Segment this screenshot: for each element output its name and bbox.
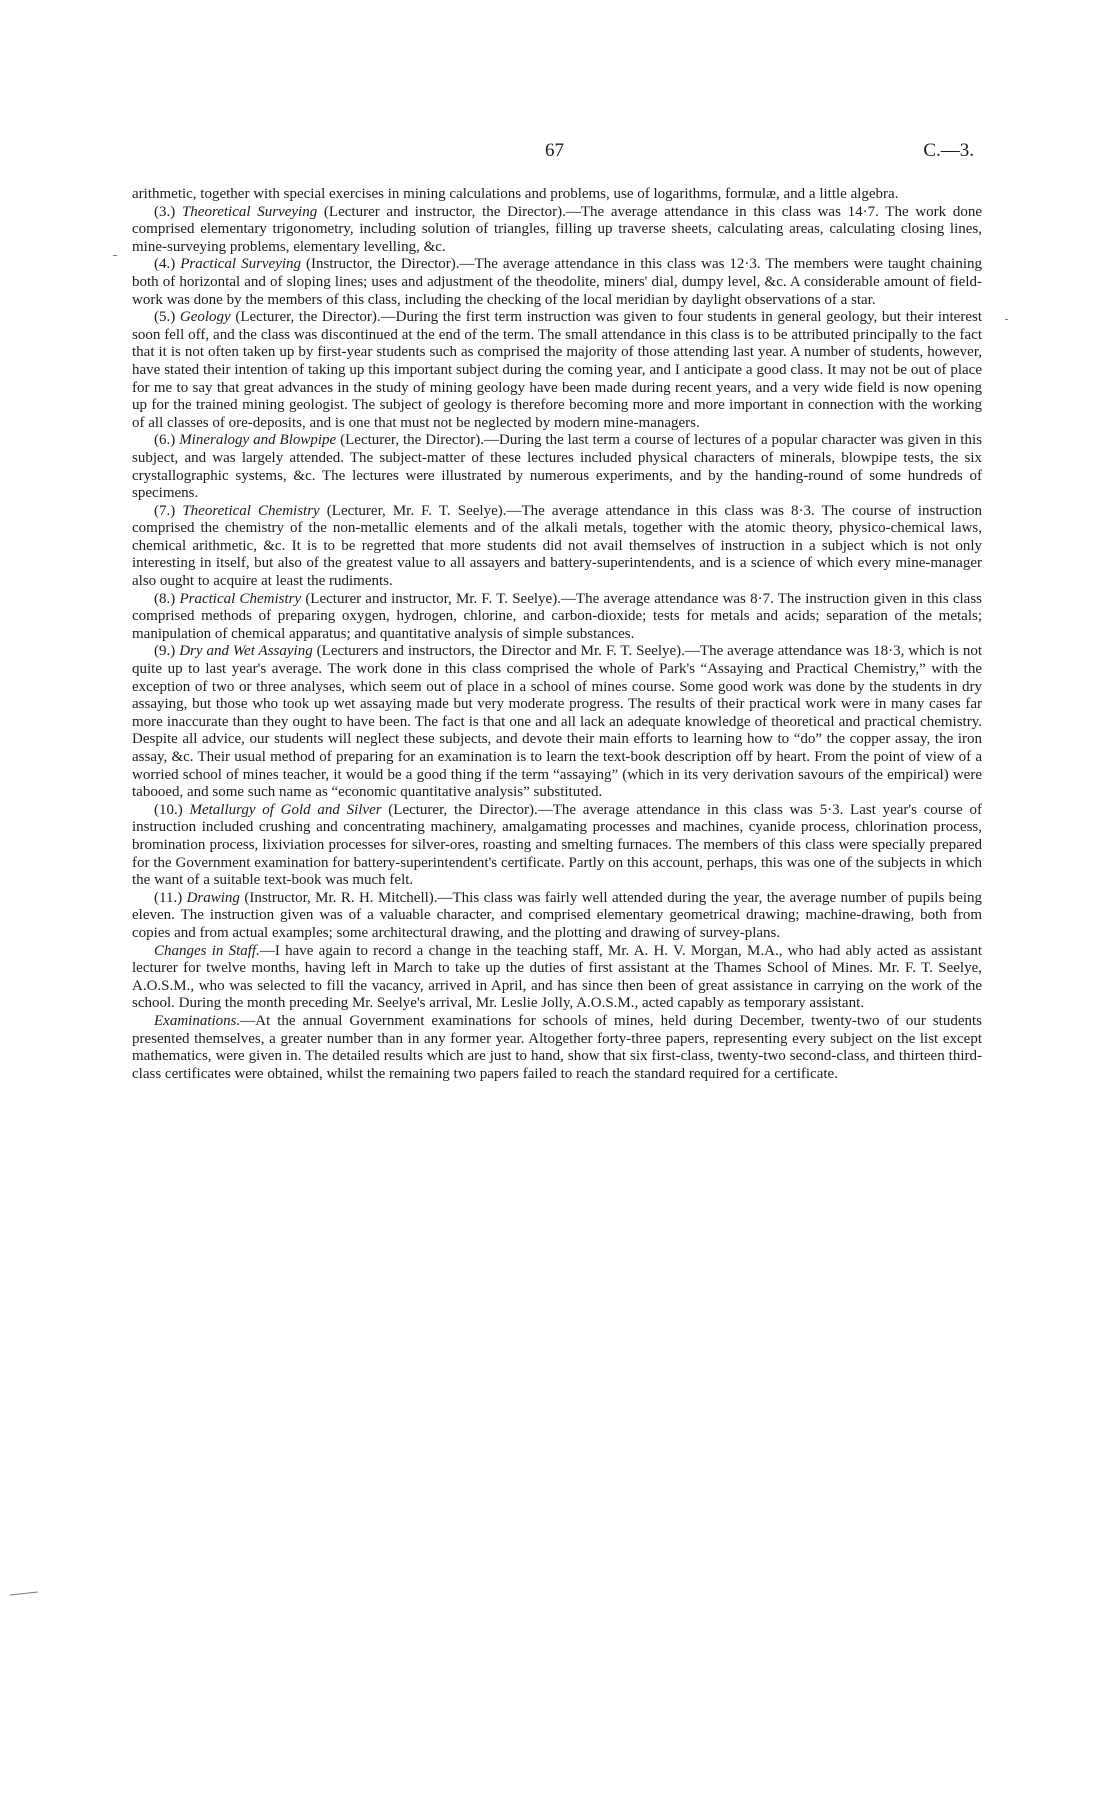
paragraph-changes-in-staff: Changes in Staff.—I have again to record a change in the teaching staff, Mr. A. H. V. Morgan, M.A., who had ably acted as assistant lecturer for twelve months, having left in March to take up the duties of first assistant at the Thames School of Mines. Mr. F. T. Seelye, A.O.S.M., who was selected to fill the vacancy, arrived in April, and has since then been of great assistance in carrying on the work of the school. During the month preceding Mr. Seelye's arrival, Mr. Leslie Jolly, A.O.S.M., acted capably as temporary assistant. [132,942,982,1012]
paragraph-examinations: Examinations.—At the annual Government examinations for schools of mines, held during December, twenty-two of our students presented themselves, a greater number than in any former year. Altogether forty-three papers, representing every subject on the list except mathematics, were given in. The detailed results which are just to hand, show that six first-class, twenty-two second-class, and thirteen third-class certificates were obtained, whilst the remaining two papers failed to reach the standard required for a certificate. [132,1012,982,1082]
paragraph-theoretical-chemistry: (7.) Theoretical Chemistry (Lecturer, Mr. F. T. Seelye).—The average attendance in this class was 8·3. The course of instruction comprised the chemistry of the non-metallic elements and of the alkali metals, together with the atomic theory, physico-chemical laws, chemical arithmetic, &c. It is to be regretted that more students did not avail themselves of instruction in a subject which is not only interesting in itself, but also of the greatest value to all assayers and battery-superintendents, and is a science of which every mine-manager also ought to acquire at least the rudiments. [132,502,982,590]
section-title: Mineralogy and Blowpipe [179,432,337,449]
section-title: Changes in Staff. [154,942,260,959]
paragraph-theoretical-surveying: (3.) Theoretical Surveying (Lecturer and instructor, the Director).—The average attendance in this class was 14·7. The work done comprised elementary trigonometry, including solution of triangles, filling up traverse sheets, calculating areas, calculating closing lines, mine-surveying problems, elementary levelling, &c. [132,203,983,255]
paragraph-metallurgy: (10.) Metallurgy of Gold and Silver (Lecturer, the Director).—The average attendance in this class was 5·3. Last year's course of instruction included crushing and concentrating machinery, amalgamating processes and machines, cyanide process, chlorination process, bromination process, lixiviation processes for silver-ores, roasting and smelting furnaces. The members of this class were specially prepared for the Government examination for battery-superintendent's certificate. Partly on this account, perhaps, this was one of the subjects in which the want of a suitable text-book was much felt. [132,801,983,889]
margin-mark [10,1592,38,1596]
margin-mark [113,255,117,256]
section-title: Theoretical Chemistry [182,502,320,519]
section-title: Dry and Wet Assaying [179,643,313,660]
paragraph-geology: (5.) Geology (Lecturer, the Director).—During the first term instruction was given to four students in general geology, but their interest soon fell off, and the class was discontinued at the end of the term. The small attendance in this class is to be attributed principally to the fact that it is not often taken up by first-year students such as comprised the majority of those attending last year. A number of students, however, have stated their intention of taking up this important subject during the coming year, and I anticipate a good class. It may not be out of place for me to say that great advances in the study of mining geology have been made during recent years, and a very wide field is now opening up for the trained mining geologist. The subject of geology is therefore becoming more and more important in connection with the working of all classes of ore-deposits, and is one that must not be neglected by modern mine-managers. [132,309,982,431]
page-header [0,140,1114,164]
paragraph-arithmetic: arithmetic, together with special exercises in mining calculations and problems, use of logarithms, formulæ, and a little algebra. [132,186,899,202]
section-title: Geology [179,309,231,326]
section-title: Metallurgy of Gold and Silver [189,801,382,818]
document-reference: C.—3. [923,140,974,161]
paragraph-drawing: (11.) Drawing (Instructor, Mr. R. H. Mitchell).—This class was fairly well attended during the year, the average number of pupils being eleven. The instruction given was of a valuable character, and comprised elementary geometrical drawing; machine-drawing, both from copies and from actual examples; some architectural drawing, and the plotting and drawing of survey-plans. [132,889,983,941]
section-title: Practical Chemistry [179,590,302,607]
document-body [132,186,982,1083]
section-title: Examinations. [154,1012,241,1029]
page-number: 67 [545,140,564,161]
section-title: Theoretical Surveying [181,203,318,220]
paragraph-practical-chemistry: (8.) Practical Chemistry (Lecturer and instructor, Mr. F. T. Seelye).—The average attendance was 8·7. The instruction given in this class comprised methods of preparing oxygen, hydrogen, chlorine, and carbon-dioxide; tests for metals and acids; separation of the metals; manipulation of chemical apparatus; and quantitative analysis of simple substances. [132,590,983,642]
section-title: Practical Surveying [180,256,302,273]
paragraph-assaying: (9.) Dry and Wet Assaying (Lecturers and instructors, the Director and Mr. F. T. Seelye).—The average attendance was 18·3, which is not quite up to last year's average. The work done in this class comprised the whole of Park's “Assaying and Practical Chemistry,” with the exception of two or three analyses, which seem out of place in a school of mines course. Some good work was done by the students in dry assaying, but those who took up wet assaying made but very moderate progress. The results of their practical work were in many cases far more inaccurate than they ought to have been. The fact is that one and all lack an adequate knowledge of theoretical and practical chemistry. Despite all advice, our students will neglect these subjects, and devote their main efforts to learning how to “do” the copper assay, the iron assay, &c. Their usual method of preparing for an examination is to learn the text-book description off by heart. From the point of view of a worried school of mines teacher, it would be a good thing if the term “assaying” (which in its very derivation savours of the empirical) were tabooed, and some such name as “economic quantitative analysis” substituted. [132,643,982,801]
paragraph-mineralogy: (6.) Mineralogy and Blowpipe (Lecturer, the Director).—During the last term a course of lectures of a popular character was given in this subject, and was largely attended. The subject-matter of these lectures included physical characters of minerals, blowpipe tests, the six crystallographic systems, &c. The lectures were illustrated by numerous experiments, and by the handing-round of some hundreds of specimens. [132,432,982,502]
margin-mark [1005,319,1008,320]
section-title: Drawing [186,889,240,906]
paragraph-practical-surveying: (4.) Practical Surveying (Instructor, the Director).—The average attendance in this class was 12·3. The members were taught chaining both of horizontal and of sloping lines; uses and adjustment of the theodolite, miners' dial, dumpy level, &c. A considerable amount of field-work was done by the members of this class, including the checking of the local meridian by daylight observations of a star. [132,256,982,308]
